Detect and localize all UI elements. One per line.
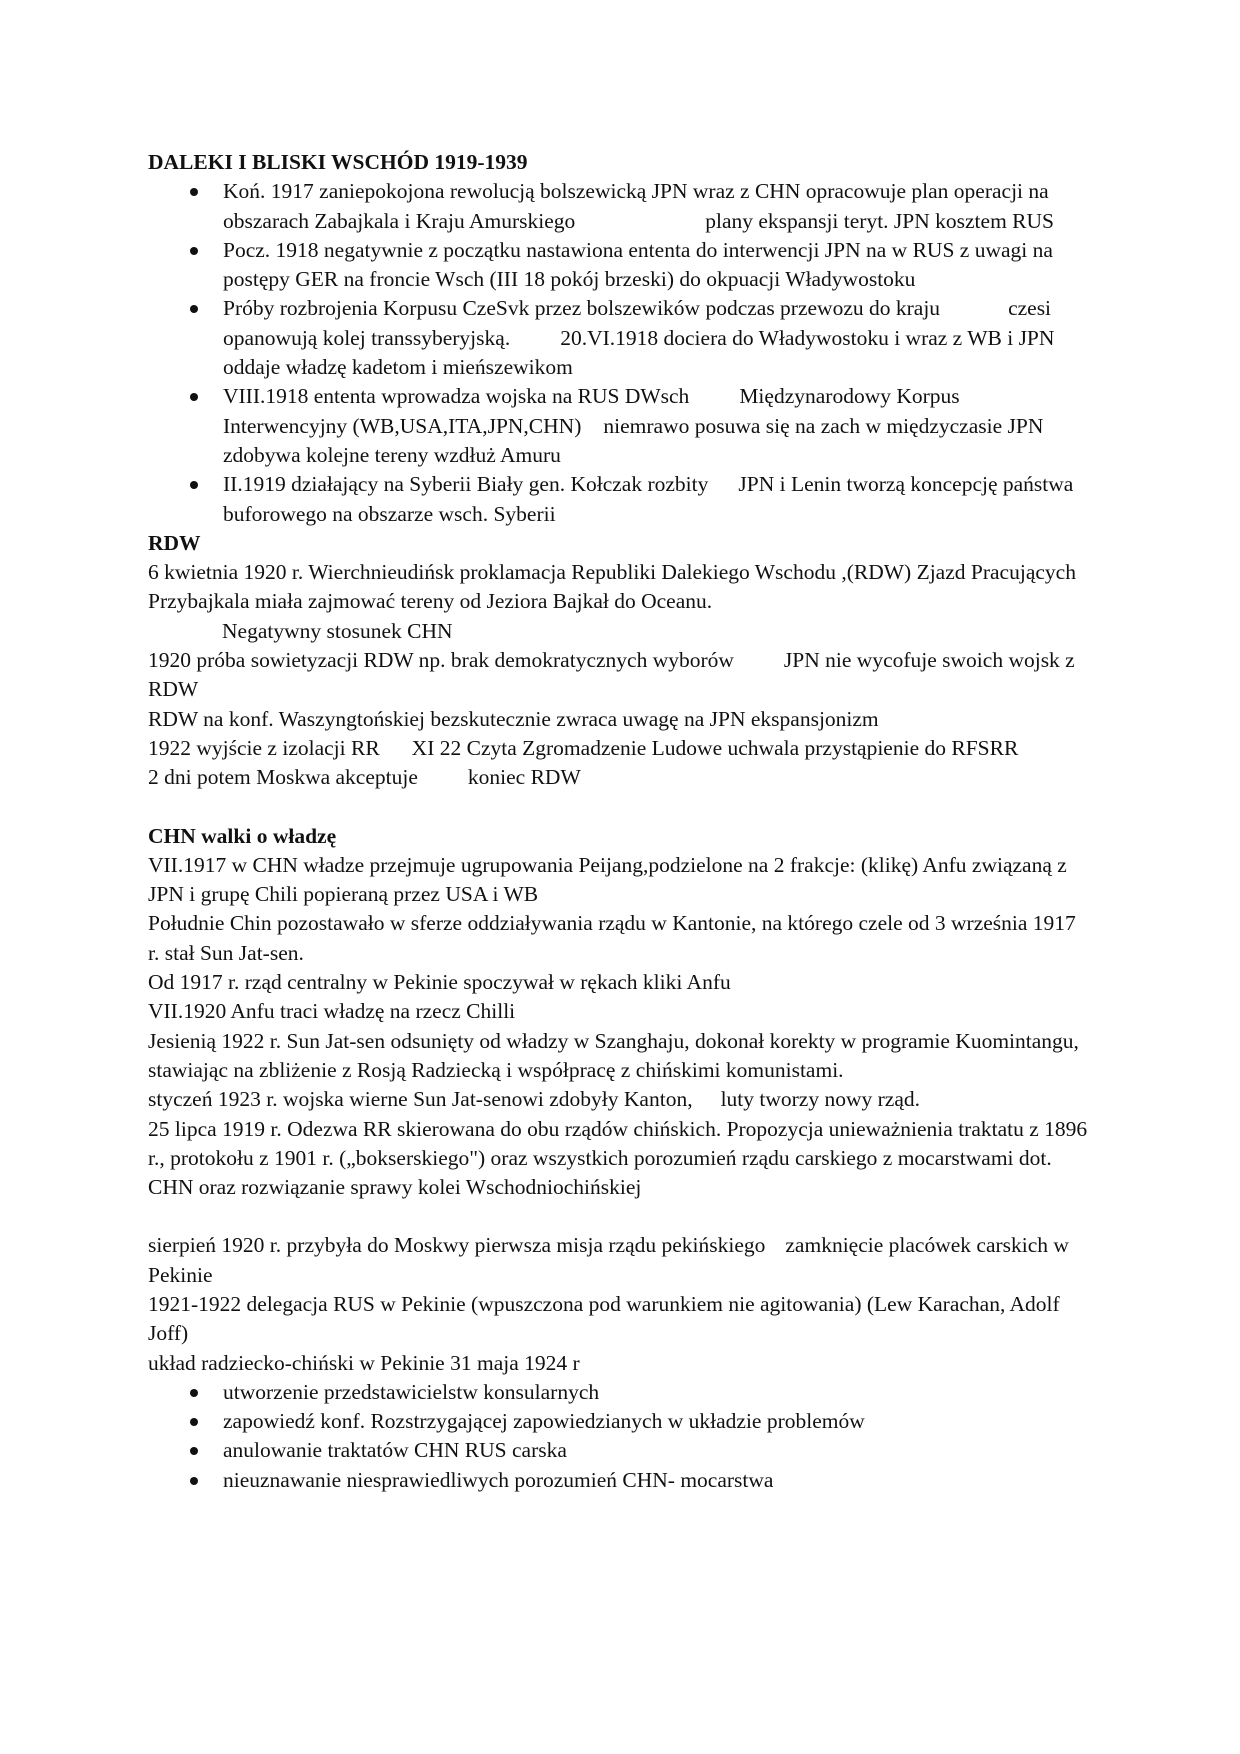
document-page bbox=[148, 148, 1088, 1495]
paragraph: Południe Chin pozostawało w sferze oddziaływania rządu w Kantonie, na którego czele od 3 września 1917 r. stał Sun Jat-sen. bbox=[148, 911, 1076, 965]
list-item: VIII.1918 ententa wprowadza wojska na RUS DWsch Międzynarodowy Korpus Interwencyjny (WB,USA,ITA,JPN,CHN) niemrawo posuwa się na zach w międzyczasie JPN zdobywa kolejne tereny wzdłuż Amuru bbox=[148, 382, 1088, 470]
paragraph: 1921-1922 delegacja RUS w Pekinie (wpuszczona pod warunkiem nie agitowania) (Lew Karachan, Adolf Joff) bbox=[148, 1291, 1060, 1346]
paragraph: RDW na konf. Waszyngtońskiej bezskutecznie zwraca uwagę na JPN ekspansjonizm bbox=[148, 706, 879, 731]
paragraph: Negatywny stosunek CHN bbox=[222, 618, 453, 643]
bullet-list-intervention bbox=[148, 177, 1088, 529]
paragraph: 25 lipca 1919 r. Odezwa RR skierowana do obu rządów chińskich. Propozycja unieważnienia traktatu z 1896 r., protokołu z 1901 r. („bokserskiego") oraz wszystkich porozumień rządu carskiego z mocarstwami dot. CHN oraz rozwiązanie sprawy kolei Wschodniochińskiej bbox=[148, 1116, 1088, 1200]
paragraph: 1922 wyjście z izolacji RR XI 22 Czyta Zgromadzenie Ludowe uchwala przystąpienie do RFSRR2 dni potem Moskwa akceptuje koniec RDW bbox=[148, 735, 1019, 790]
section-title-chn: CHN walki o władzę bbox=[148, 823, 337, 848]
paragraph: sierpień 1920 r. przybyła do Moskwy pierwsza misja rządu pekińskiego zamknięcie placówek carskich w Pekinie bbox=[148, 1233, 1069, 1287]
paragraph: VII.1920 Anfu traci władzę na rzecz Chilli bbox=[148, 999, 516, 1024]
paragraph: 1920 próba sowietyzacji RDW np. brak demokratycznych wyborów JPN nie wycofuje swoich wojsk z RDW bbox=[148, 648, 1075, 702]
paragraph: VII.1917 w CHN władze przejmuje ugrupowania Peijang,podzielone na 2 frakcje: (klikę) Anfu związaną z JPN i grupę Chili popieraną przez USA i WB bbox=[148, 852, 1067, 907]
list-item: zapowiedź konf. Rozstrzygającej zapowiedzianych w układzie problemów bbox=[148, 1407, 1088, 1436]
list-item: Pocz. 1918 negatywnie z początku nastawiona ententa do interwencji JPN na w RUS z uwagi na postępy GER na froncie Wsch (III 18 pokój brzeski) do okpuacji Władywostoku bbox=[148, 236, 1088, 295]
paragraph: układ radziecko-chiński w Pekinie 31 maja 1924 r bbox=[148, 1350, 580, 1375]
list-item: Koń. 1917 zaniepokojona rewolucją bolszewicką JPN wraz z CHN opracowuje plan operacji na obszarach Zabajkala i Kraju Amurskiego plany ekspansji teryt. JPN kosztem RUS bbox=[148, 177, 1088, 236]
paragraph: styczeń 1923 r. wojska wierne Sun Jat-senowi zdobyły Kanton, luty tworzy nowy rząd. bbox=[148, 1087, 920, 1112]
blank-line bbox=[148, 1202, 1088, 1231]
paragraph: 6 kwietnia 1920 r. Wierchnieudińsk proklamacja Republiki Dalekiego Wschodu ,(RDW) Zjazd Pracujących Przybajkala miała zajmować tereny od Jeziora Bajkał do Oceanu. bbox=[148, 560, 1076, 614]
bullet-list-treaty bbox=[148, 1378, 1088, 1495]
paragraph: Od 1917 r. rząd centralny w Pekinie spoczywał w rękach kliki Anfu bbox=[148, 970, 731, 995]
list-item: Próby rozbrojenia Korpusu CzeSvk przez bolszewików podczas przewozu do kraju czesi opanowują kolej transsyberyjską. 20.VI.1918 dociera do Władywostoku i wraz z WB i JPN oddaje władzę kadetom i mieńszewikom bbox=[148, 294, 1088, 382]
section-title-rdw: RDW bbox=[148, 530, 201, 555]
section-title-daleki-wschod: DALEKI I BLISKI WSCHÓD 1919-1939 bbox=[148, 150, 528, 174]
list-item: utworzenie przedstawicielstw konsularnych bbox=[148, 1378, 1088, 1407]
paragraph: Jesienią 1922 r. Sun Jat-sen odsunięty od władzy w Szanghaju, dokonał korekty w programie Kuomintangu, stawiając na zbliżenie z Rosją Radziecką i współpracę z chińskimi komunistami. bbox=[148, 1028, 1079, 1082]
list-item: II.1919 działający na Syberii Biały gen. Kołczak rozbity JPN i Lenin tworzą koncepcję państwa buforowego na obszarze wsch. Syberii bbox=[148, 470, 1088, 529]
list-item: nieuznawanie niesprawiedliwych porozumień CHN- mocarstwa bbox=[148, 1466, 1088, 1495]
list-item: anulowanie traktatów CHN RUS carska bbox=[148, 1436, 1088, 1465]
